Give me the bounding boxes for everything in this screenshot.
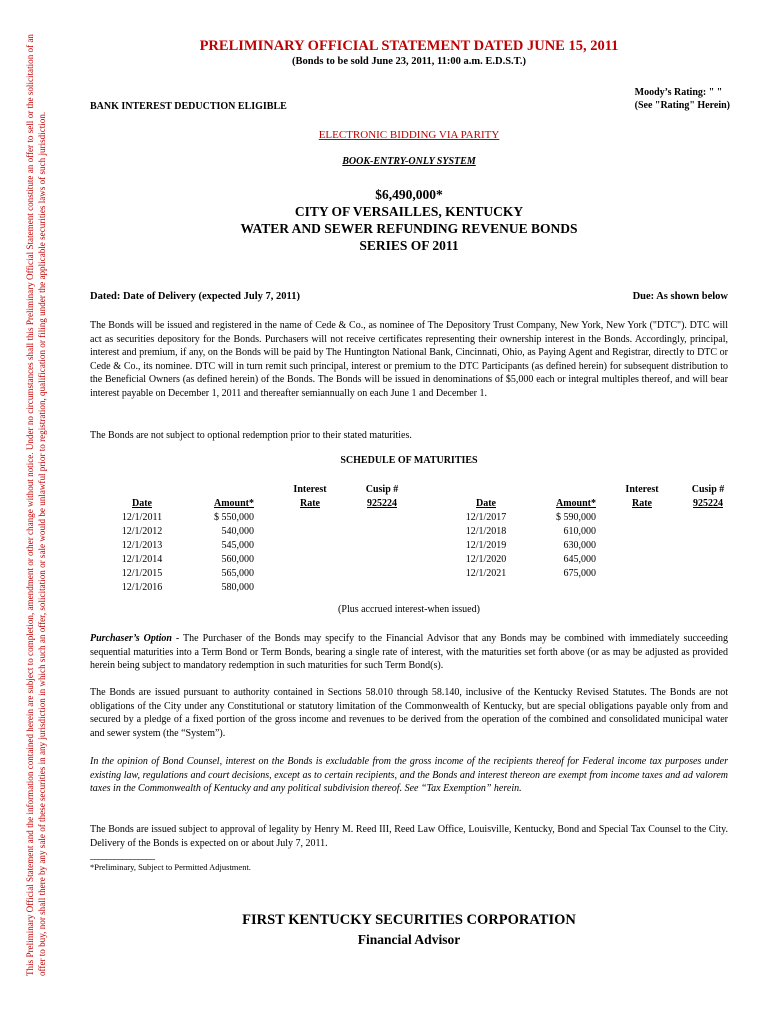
bond-heading [90, 186, 728, 254]
interest-header: Interest [625, 484, 659, 495]
maturity-amount: 545,000 [221, 540, 254, 551]
right-amount-column [540, 497, 596, 581]
purchaser-option-text: - The Purchaser of the Bonds may specify to the Financial Advisor that any Bonds may be combined with immediately succeeding sequential maturities into a Term Bond or Term Bonds, bearing a single rate of interest, with the maturities set forth above (or as may be adjusted as provided herein being subject to mandatory redemption in such maturities for such Term Bond(s). [90, 633, 728, 671]
interest-header: Interest [293, 484, 327, 495]
rating-line-1: Moody’s Rating: " " [634, 87, 723, 98]
maturity-amount: 560,000 [221, 554, 254, 565]
due-line: Due: As shown below [632, 291, 728, 302]
date-header: Date [476, 498, 496, 509]
maturity-amount: $ 590,000 [556, 512, 596, 523]
sale-date-subtitle: (Bonds to be sold June 23, 2011, 11:00 a.m. E.D.S.T.) [291, 56, 527, 67]
left-cusip-column [352, 483, 412, 511]
maturity-date: 12/1/2019 [465, 540, 507, 551]
disclaimer-text: This Preliminary Official Statement and the information contained herein are subject to completion, amendment or other change without notice. Under no circumstances shall this Preliminary Official Statement constitute an offer to sell or the solicitation of an offer to buy, nor shall there by any sale of these securities in any jurisdiction in which such an offer, solicitation or sale would be unlawful prior to registration, qualification or filing under the applicable securities laws of such jurisdiction. [25, 34, 47, 976]
purchaser-option-paragraph [90, 632, 728, 673]
bond-series: SERIES OF 2011 [359, 238, 459, 253]
footnote: *Preliminary, Subject to Permitted Adjustment. [90, 862, 251, 872]
cusip-number-header: 925224 [367, 498, 397, 509]
maturity-amount: $ 550,000 [214, 512, 254, 523]
rate-header: Rate [632, 498, 652, 509]
maturity-date: 12/1/2011 [121, 512, 163, 523]
cusip-header: Cusip # [691, 484, 725, 495]
rate-header: Rate [300, 498, 320, 509]
legality-paragraph: The Bonds are issued subject to approval of legality by Henry M. Reed III, Reed Law Office, Louisville, Kentucky, Bond and Special Tax Counsel to the City. Delivery of the Bonds is expected on or about July 7, 2011. [90, 824, 728, 849]
maturity-date: 12/1/2013 [121, 540, 163, 551]
bond-amount: $6,490,000* [375, 187, 443, 202]
right-date-column [456, 497, 516, 581]
maturity-date: 12/1/2020 [465, 554, 507, 565]
maturity-date: 12/1/2021 [465, 568, 507, 579]
accrued-interest-note: (Plus accrued interest-when issued) [338, 604, 480, 615]
cusip-number-header: 925224 [693, 498, 723, 509]
left-amount-column [198, 497, 254, 595]
dated-line: Dated: Date of Delivery (expected July 7, 2011) [90, 291, 300, 302]
right-cusip-column [678, 483, 738, 511]
maturity-amount: 675,000 [563, 568, 596, 579]
maturity-date: 12/1/2016 [121, 582, 163, 593]
footnote-separator: ________________ [90, 850, 154, 861]
right-rate-column [612, 483, 672, 511]
authority-paragraph: The Bonds are issued pursuant to authority contained in Sections 58.010 through 58.140, inclusive of the Kentucky Revised Statutes. The Bonds are not obligations of the City under any Constitutional or statutory limitation of the Commonwealth of Kentucky, but are special obligations payable only from and secured by a pledge of a fixed portion of the gross income and revenues to be derived from the operation of the combined and consolidated municipal water and sewer system (the “System”). [90, 687, 728, 739]
schedule-title: SCHEDULE OF MATURITIES [340, 455, 478, 466]
moodys-rating [635, 86, 730, 112]
maturity-amount: 580,000 [221, 582, 254, 593]
financial-advisor-role: Financial Advisor [357, 932, 461, 947]
amount-header: Amount* [555, 498, 596, 509]
date-header: Date [132, 498, 152, 509]
left-date-column [112, 497, 172, 595]
amount-header: Amount* [213, 498, 254, 509]
redemption-paragraph: The Bonds are not subject to optional redemption prior to their stated maturities. [90, 430, 412, 441]
tax-opinion-paragraph: In the opinion of Bond Counsel, interest on the Bonds is excludable from the gross income of the recipients thereof for Federal income tax purposes under existing law, regulations and court decisions, except as to certain recipients, and the Bonds and interest thereon are exempt from income taxes and ad valorem taxes in the Commonwealth of Kentucky and any political subdivision thereof. See “Tax Exemption” herein. [90, 756, 728, 794]
financial-advisor-name: FIRST KENTUCKY SECURITIES CORPORATION [242, 912, 576, 928]
preliminary-disclaimer-sidebar [24, 16, 82, 976]
document-title: PRELIMINARY OFFICIAL STATEMENT DATED JUNE 15, 2011 [199, 38, 619, 54]
left-rate-column [280, 483, 340, 511]
maturity-date: 12/1/2012 [121, 526, 163, 537]
book-entry-notice: BOOK-ENTRY-ONLY SYSTEM [342, 156, 476, 167]
bank-interest-eligible: BANK INTEREST DEDUCTION ELIGIBLE [90, 101, 287, 112]
bond-issuer: CITY OF VERSAILLES, KENTUCKY [294, 204, 524, 219]
cusip-header: Cusip # [365, 484, 399, 495]
purchaser-option-label: Purchaser’s Option [90, 633, 172, 644]
bond-name: WATER AND SEWER REFUNDING REVENUE BONDS [240, 221, 578, 236]
maturity-amount: 610,000 [563, 526, 596, 537]
maturity-amount: 540,000 [221, 526, 254, 537]
maturity-date: 12/1/2014 [121, 554, 163, 565]
maturity-date: 12/1/2018 [465, 526, 507, 537]
maturity-date: 12/1/2015 [121, 568, 163, 579]
maturity-amount: 565,000 [221, 568, 254, 579]
maturity-amount: 645,000 [563, 554, 596, 565]
maturity-date: 12/1/2017 [465, 512, 507, 523]
electronic-bidding-notice: ELECTRONIC BIDDING VIA PARITY [318, 129, 500, 141]
maturity-amount: 630,000 [563, 540, 596, 551]
rating-line-2: (See "Rating" Herein) [634, 100, 730, 111]
registration-paragraph: The Bonds will be issued and registered in the name of Cede & Co., as nominee of The Depository Trust Company, New York, New York ("DTC"). DTC will act as securities depository for the Bonds. Purchasers will not receive certificates representing their ownership interest in the Bonds. Accordingly, principal, interest and premium, if any, on the Bonds will be paid by The Huntington National Bank, Cincinnati, Ohio, as Paying Agent and Registrar, directly to DTC or Cede & Co., its nominee. DTC will in turn remit such principal, interest or premium to the DTC Participants (as defined herein) for subsequent distribution to the Beneficial Owners (as defined herein) of the Bonds. The Bonds will be issued in denominations of $5,000 each or integral multiples thereof, and will bear interest payable on December 1, 2011 and thereafter semiannually on each June 1 and December 1. [90, 320, 728, 399]
